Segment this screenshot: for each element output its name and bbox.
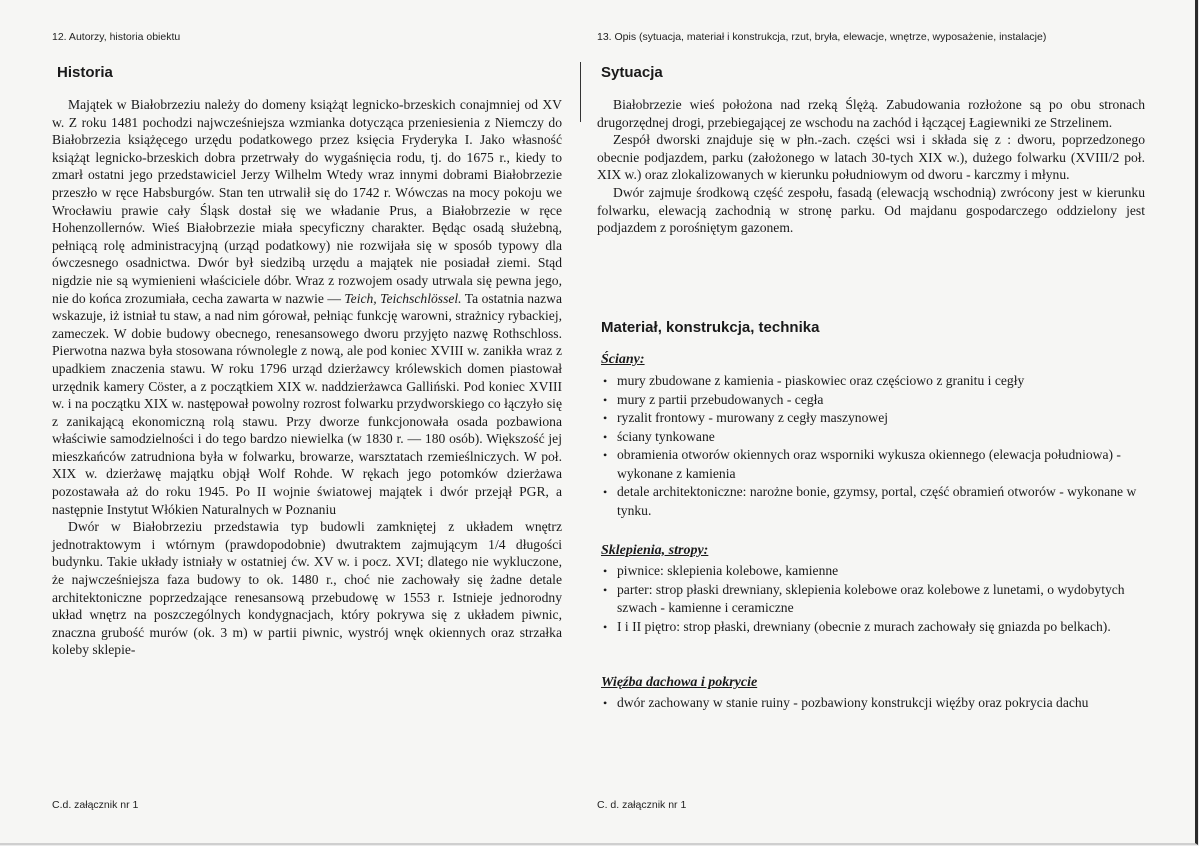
list-item	[599, 694, 1143, 713]
bullet-icon: •	[603, 485, 608, 499]
right-section-header: 13. Opis (sytuacja, materiał i konstrukcja, rzut, bryła, elewacje, wnętrze, wyposażenie, instalacje)	[597, 31, 1047, 43]
bullet-icon: •	[603, 582, 608, 597]
bullet-icon: •	[603, 374, 608, 388]
bullet-icon: •	[603, 448, 608, 462]
situation-paragraph-2: Zespół dworski znajduje się w płn.-zach. części wsi i składa się z : dworu, poprzedzonego obecnie podjazdem, parku (założonego w latach 30-tych XIX w.), dużego folwarku (XVIII/2 poł. XIX w.) oraz zlokalizowanych w kierunku południowym od dworu - karczmy i młynu.	[597, 132, 1145, 183]
list-item	[599, 483, 1143, 520]
left-footer: C.d. załącznik nr 1	[52, 799, 139, 811]
bullet-icon: •	[603, 696, 608, 710]
list-item	[599, 618, 1143, 637]
list-item	[599, 391, 1143, 410]
material-title: Materiał, konstrukcja, technika	[601, 319, 820, 336]
walls-subtitle: Ściany:	[601, 352, 645, 367]
roof-list	[599, 694, 1143, 713]
list-item	[599, 372, 1143, 391]
list-item	[599, 446, 1143, 483]
list-item-text: dwór zachowany w stanie ruiny - pozbawiony konstrukcji więźby oraz pokrycia dachu	[617, 695, 1089, 710]
column-divider	[580, 62, 581, 122]
list-item-text: ryzalit frontowy - murowany z cegły maszynowej	[617, 410, 889, 425]
history-text	[52, 96, 562, 659]
walls-list	[599, 372, 1143, 520]
bullet-icon: •	[603, 392, 608, 407]
list-item-text: parter: strop płaski drewniany, sklepienia kolebowe oraz kolebowe z lunetami, o wydobytych szwach - kamienne i ceramiczne	[617, 581, 1125, 615]
list-item-text: I i II piętro: strop płaski, drewniany (obecnie z murach zachowały się gniazda po belkach).	[617, 618, 1111, 634]
list-item-text: piwnice: sklepienia kolebowe, kamienne	[617, 563, 839, 578]
situation-paragraph-3: Dwór zajmuje środkową część zespołu, fasadą (elewacją wschodnią) zwrócony jest w kierunku folwarku, elewacją zachodnią w stronę parku. Od majdanu gospodarczego oddzielony jest podjazdem z porośniętym gazonem.	[597, 184, 1145, 236]
list-item	[599, 581, 1143, 618]
bullet-icon: •	[603, 429, 608, 444]
history-paragraph-2: Dwór w Białobrzeziu przedstawia typ budowli zamkniętej z układem wnętrz jednotraktowym i wtórnym (prawdopodobnie) dwutraktem zajmującym 1/4 długości budynku. Takie układy istniały w ostatniej ćw. XV w. i pocz. XVI; dlatego nie wykluczone, że najwcześniejsza faza budowy to ok. 1480 r., choć nie zachowały się żadne detale architektoniczne poprzedzające renesansową przebudowę w 1553 r. Istnieje jednorodny układ wnętrz na poszczególnych kondygnacjach, który pokrywa się z układem piwnic, znaczna grubość murów (ok. 3 m) w partii piwnic, wystrój wnęk okiennych oraz strzałka koleby sklepie-	[52, 519, 562, 658]
history-italic-name: Teich, Teichschlössel.	[344, 290, 462, 306]
situation-paragraph-1: Białobrzezie wieś położona nad rzeką Ślężą. Zabudowania rozłożone są po obu stronach drugorzędnej drogi, przebiegającej ze wschodu na zachód i łączącej Łagiewniki ze Strzelinem.	[597, 97, 1145, 130]
situation-text	[597, 96, 1145, 237]
roof-subtitle: Więźba dachowa i pokrycie	[601, 675, 758, 690]
list-item	[599, 562, 1143, 581]
list-item	[599, 409, 1143, 428]
vaults-list	[599, 562, 1143, 636]
history-text-part-b: Ta ostatnia nazwa wskazuje, iż istniał tu staw, a nad nim górował, pełniąc funkcję warowni, strażnicy rybackiej, zameczek. W dobie budowy obecnego, renesansowego dworu przyjęto nazwę Rothschloss. Pierwotna nazwa była stosowana równolegle z nową, ale pod koniec XVIII w. zanikła wraz z upadkiem znaczenia stawu. W roku 1796 urząd dzierżawcy królewskich domen piastował urzędnik kamery Cöster, a z początkiem XIX w. naddzierżawca Galliński. Pod koniec XVIII w. i na początku XIX w. następował powolny rozrost folwarku przydworskiego co łączyło się z zanikającą ekonomiczną rolą stawu. Przy dworze funkcjonowała osada pozbawiona właściwie samodzielności i do tego bardzo niewielka (w 1830 r. — 180 osób). Większość jej mieszkańców zatrudniona była w folwarku, browarze, warsztatach rzemieślniczych. W poł. XIX w. dzierżawę majątku objął Wolf Rohde. W rękach jego potomków dzierżawa pozostawała aż do roku 1945. Po II wojnie światowej majątek i dwór przejął PGR, a następnie Instytut Włókien Naturalnych w Poznaniu	[52, 290, 562, 517]
list-item	[599, 428, 1143, 447]
bullet-icon: •	[603, 411, 608, 425]
right-footer: C. d. załącznik nr 1	[597, 799, 687, 811]
list-item-text: obramienia otworów okiennych oraz wsporniki wykusza okiennego (elewacja południowa) - wykonane z kamienia	[617, 447, 1121, 481]
history-text-part-a: Majątek w Białobrzeziu należy do domeny książąt legnicko-brzeskich conajmniej od XV w. Z roku 1481 pochodzi najwcześniejsza wzmianka dotycząca przeniesienia z Niemczy do Białobrzezia książęcego urzędu podatkowego przez księcia Fryderyka I. Jako własność książąt legnicko-brzeskich dobra przetrwały do wygaśnięcia rodu, tj. do 1675 r., kiedy to zmarł ostatni jego przedstawiciel Jerzy Wilhelm Wtedy wraz innymi dobrami Białobrzezie przeszło w ręce Habsburgów. Stan ten utrwalił się do 1742 r. Wówczas na mocy pokoju we Wrocławiu prawie cały Śląsk dostał się we władanie Prus, a Białobrzezie w ręce Hohenzollernów. Wieś Białobrzezie miała specyficzny charakter. Będąc osadą służebną, pełniącą rolę administracyjną (urząd podatkowy) nie rozwijała się w sposób typowy dla ówczesnego osadnictwa. Dwór był siedzibą urzędu a majątek nie posiadał ziemi. Stąd nigdzie nie są wymienieni właściciele dóbr. Wraz z rozwojem osady utrwala się pewna jego, nie do końca zrozumiała, cecha zawarta w nazwie —	[52, 97, 562, 306]
list-item-text: mury z partii przebudowanych - cegła	[617, 391, 824, 407]
situation-title: Sytuacja	[601, 64, 663, 81]
list-item-text: ściany tynkowane	[617, 428, 715, 444]
history-paragraph-1	[52, 96, 562, 518]
bullet-icon: •	[603, 564, 608, 578]
bullet-icon: •	[603, 619, 608, 634]
history-title: Historia	[57, 64, 113, 81]
vaults-subtitle: Sklepienia, stropy:	[601, 543, 709, 558]
list-item-text: mury zbudowane z kamienia - piaskowiec oraz częściowo z granitu i cegły	[617, 373, 1025, 388]
left-section-header: 12. Autorzy, historia obiektu	[52, 31, 181, 43]
list-item-text: detale architektoniczne: narożne bonie, gzymsy, portal, część obramień otworów - wykonane w tynku.	[617, 484, 1137, 518]
